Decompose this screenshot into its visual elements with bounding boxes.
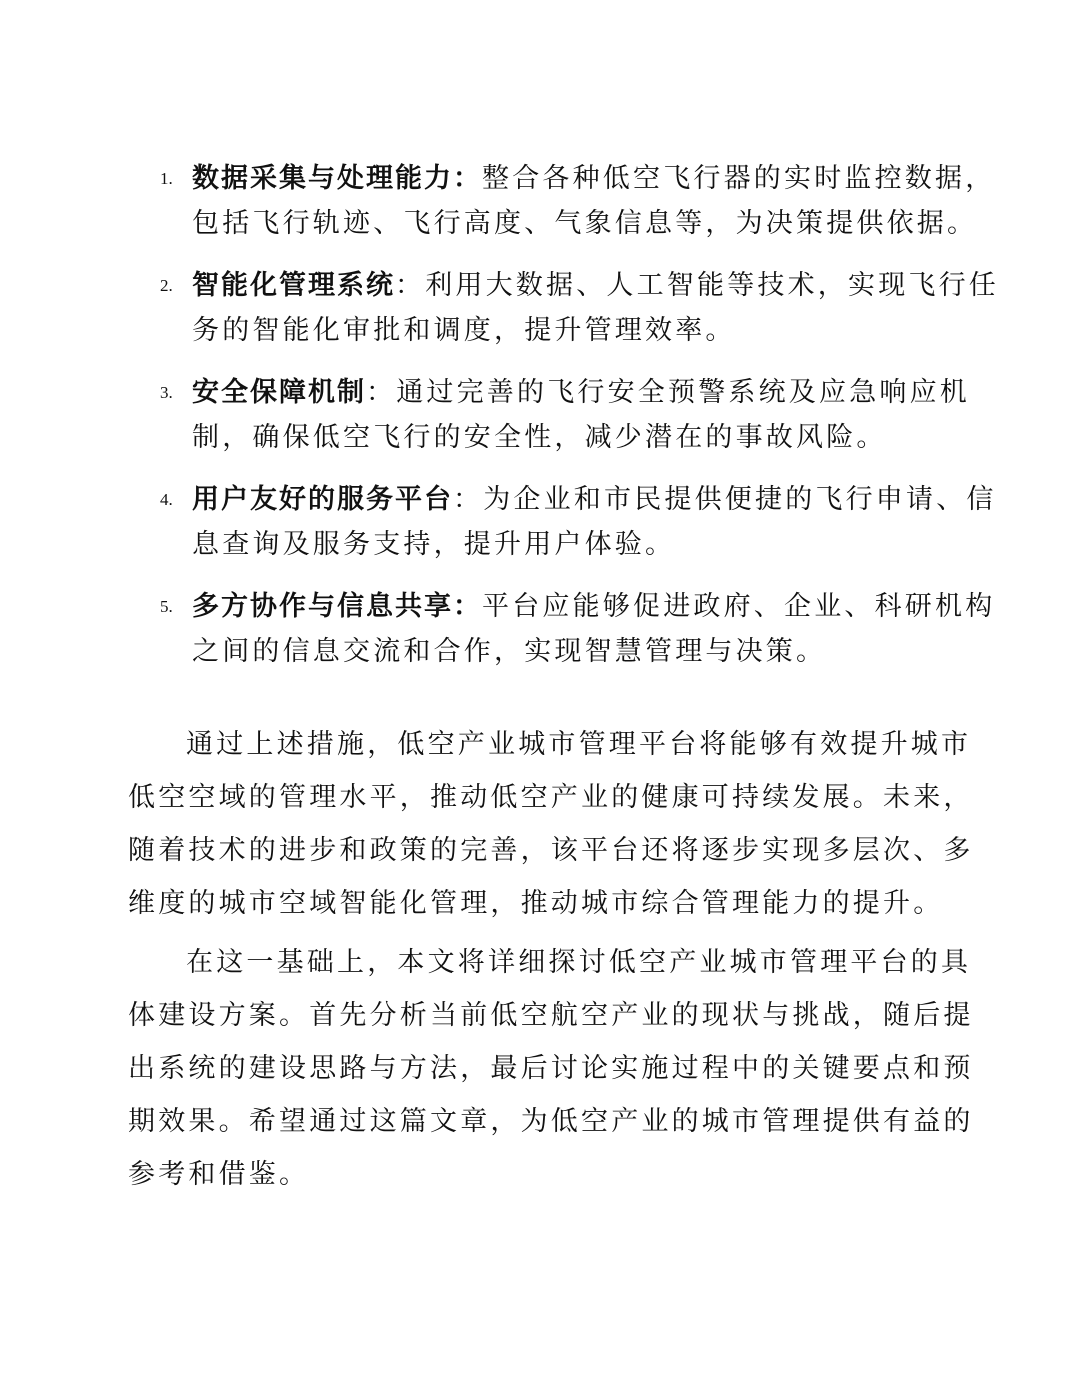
list-item-colon: ： (366, 377, 397, 408)
list-item-text: 为企业和市民提供便捷的飞行申请、信息查询及服务支持，提升用户体验。 (192, 484, 997, 560)
list-item-text: 整合各种低空飞行器的实时监控数据，包括飞行轨迹、飞行高度、气象信息等，为决策提供依据。 (192, 163, 996, 239)
list-item (160, 477, 1000, 567)
list-item-colon: ： (453, 484, 484, 515)
list-item (160, 263, 1000, 353)
list-item-colon: ： (453, 163, 482, 194)
list-item-term: 安全保障机制 (192, 377, 366, 408)
list-item-term: 数据采集与处理能力 (192, 163, 453, 194)
list-item-number: 2. (160, 276, 173, 295)
list-item-number: 4. (160, 490, 173, 509)
list-item (160, 370, 1000, 460)
numbered-list (160, 156, 1000, 691)
body-paragraph: 通过上述措施，低空产业城市管理平台将能够有效提升城市低空空域的管理水平，推动低空产业的健康可持续发展。未来，随着技术的进步和政策的完善，该平台还将逐步实现多层次、多维度的城市空域智能化管理，推动城市综合管理能力的提升。 (128, 729, 974, 919)
list-item-text: 平台应能够促进政府、企业、科研机构之间的信息交流和合作，实现智慧管理与决策。 (192, 591, 996, 667)
list-item (160, 156, 1000, 246)
list-item-number: 3. (160, 383, 173, 402)
list-item-colon: ： (395, 270, 426, 301)
list-item-number: 5. (160, 597, 173, 616)
list-item-term: 智能化管理系统 (192, 270, 395, 301)
list-item-term: 多方协作与信息共享 (192, 591, 453, 622)
body-paragraph: 在这一基础上，本文将详细探讨低空产业城市管理平台的具体建设方案。首先分析当前低空航空产业的现状与挑战，随后提出系统的建设思路与方法，最后讨论实施过程中的关键要点和预期效果。希望通过这篇文章，为低空产业的城市管理提供有益的参考和借鉴。 (128, 947, 974, 1190)
list-item-colon: ： (453, 591, 482, 622)
list-item-text: 通过完善的飞行安全预警系统及应急响应机制，确保低空飞行的安全性，减少潜在的事故风险。 (192, 377, 971, 453)
list-item-number: 1. (160, 169, 173, 188)
list-item-term: 用户友好的服务平台 (192, 484, 453, 515)
list-item (160, 584, 1000, 674)
list-item-text: 利用大数据、人工智能等技术，实现飞行任务的智能化审批和调度，提升管理效率。 (192, 270, 1000, 346)
